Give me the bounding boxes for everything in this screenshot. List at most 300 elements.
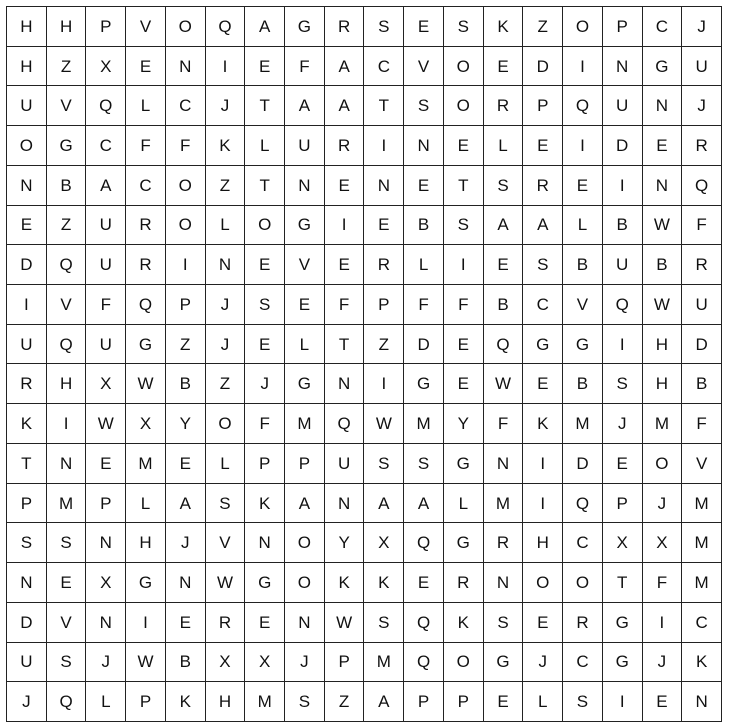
grid-cell[interactable]: L <box>245 126 285 166</box>
grid-cell[interactable]: A <box>364 484 404 524</box>
grid-cell[interactable]: K <box>444 603 484 643</box>
grid-cell[interactable]: J <box>7 682 47 722</box>
grid-cell[interactable]: X <box>245 643 285 683</box>
grid-cell[interactable]: W <box>126 364 166 404</box>
grid-cell[interactable]: N <box>285 603 325 643</box>
grid-cell[interactable]: T <box>245 166 285 206</box>
grid-cell[interactable]: L <box>563 206 603 246</box>
grid-cell[interactable]: R <box>484 523 524 563</box>
grid-cell[interactable]: N <box>166 47 206 87</box>
grid-cell[interactable]: N <box>7 563 47 603</box>
grid-cell[interactable]: A <box>245 7 285 47</box>
grid-cell[interactable]: S <box>285 682 325 722</box>
grid-cell[interactable]: W <box>206 563 246 603</box>
grid-cell[interactable]: V <box>206 523 246 563</box>
grid-cell[interactable]: Z <box>523 7 563 47</box>
grid-cell[interactable]: C <box>86 126 126 166</box>
grid-cell[interactable]: W <box>643 285 683 325</box>
grid-cell[interactable]: E <box>523 364 563 404</box>
grid-cell[interactable]: P <box>523 86 563 126</box>
grid-cell[interactable]: F <box>166 126 206 166</box>
grid-cell[interactable]: T <box>325 325 365 365</box>
grid-cell[interactable]: N <box>682 682 722 722</box>
grid-cell[interactable]: C <box>126 166 166 206</box>
grid-cell[interactable]: W <box>484 364 524 404</box>
grid-cell[interactable]: S <box>364 7 404 47</box>
grid-cell[interactable]: I <box>47 404 87 444</box>
grid-cell[interactable]: E <box>643 682 683 722</box>
grid-cell[interactable]: L <box>86 682 126 722</box>
grid-cell[interactable]: S <box>364 603 404 643</box>
grid-cell[interactable]: E <box>126 47 166 87</box>
grid-cell[interactable]: M <box>682 563 722 603</box>
grid-cell[interactable]: X <box>86 47 126 87</box>
grid-cell[interactable]: X <box>603 523 643 563</box>
grid-cell[interactable]: C <box>563 523 603 563</box>
grid-cell[interactable]: M <box>682 523 722 563</box>
grid-cell[interactable]: J <box>682 7 722 47</box>
grid-cell[interactable]: B <box>563 364 603 404</box>
grid-cell[interactable]: L <box>285 325 325 365</box>
grid-cell[interactable]: J <box>285 643 325 683</box>
grid-cell[interactable]: E <box>245 603 285 643</box>
grid-cell[interactable]: R <box>126 245 166 285</box>
grid-cell[interactable]: Y <box>444 404 484 444</box>
grid-cell[interactable]: Z <box>206 364 246 404</box>
grid-cell[interactable]: Z <box>47 206 87 246</box>
grid-cell[interactable]: C <box>682 603 722 643</box>
grid-cell[interactable]: H <box>126 523 166 563</box>
grid-cell[interactable]: J <box>206 86 246 126</box>
grid-cell[interactable]: A <box>166 484 206 524</box>
grid-cell[interactable]: E <box>325 166 365 206</box>
grid-cell[interactable]: P <box>245 444 285 484</box>
grid-cell[interactable]: D <box>523 47 563 87</box>
grid-cell[interactable]: U <box>7 86 47 126</box>
grid-cell[interactable]: J <box>523 643 563 683</box>
grid-cell[interactable]: G <box>603 643 643 683</box>
grid-cell[interactable]: R <box>126 206 166 246</box>
grid-cell[interactable]: V <box>47 285 87 325</box>
grid-cell[interactable]: P <box>364 285 404 325</box>
grid-cell[interactable]: D <box>563 444 603 484</box>
grid-cell[interactable]: Q <box>404 603 444 643</box>
grid-cell[interactable]: Q <box>563 86 603 126</box>
grid-cell[interactable]: F <box>404 285 444 325</box>
grid-cell[interactable]: X <box>643 523 683 563</box>
grid-cell[interactable]: Q <box>563 484 603 524</box>
grid-cell[interactable]: H <box>206 682 246 722</box>
grid-cell[interactable]: Q <box>126 285 166 325</box>
grid-cell[interactable]: W <box>643 206 683 246</box>
grid-cell[interactable]: T <box>603 563 643 603</box>
grid-cell[interactable]: N <box>86 603 126 643</box>
grid-cell[interactable]: O <box>245 206 285 246</box>
grid-cell[interactable]: O <box>7 126 47 166</box>
grid-cell[interactable]: T <box>364 86 404 126</box>
grid-cell[interactable]: O <box>563 563 603 603</box>
grid-cell[interactable]: O <box>166 206 206 246</box>
grid-cell[interactable]: J <box>86 643 126 683</box>
grid-cell[interactable]: P <box>126 682 166 722</box>
grid-cell[interactable]: R <box>364 245 404 285</box>
grid-cell[interactable]: O <box>285 523 325 563</box>
grid-cell[interactable]: D <box>404 325 444 365</box>
grid-cell[interactable]: R <box>325 7 365 47</box>
grid-cell[interactable]: A <box>285 484 325 524</box>
grid-cell[interactable]: G <box>285 7 325 47</box>
grid-cell[interactable]: S <box>364 444 404 484</box>
grid-cell[interactable]: G <box>563 325 603 365</box>
grid-cell[interactable]: K <box>245 484 285 524</box>
grid-cell[interactable]: B <box>47 166 87 206</box>
grid-cell[interactable]: U <box>682 285 722 325</box>
grid-cell[interactable]: U <box>86 245 126 285</box>
grid-cell[interactable]: E <box>404 563 444 603</box>
grid-cell[interactable]: E <box>523 126 563 166</box>
grid-cell[interactable]: S <box>523 245 563 285</box>
grid-cell[interactable]: A <box>86 166 126 206</box>
grid-cell[interactable]: E <box>325 245 365 285</box>
grid-cell[interactable]: H <box>643 364 683 404</box>
grid-cell[interactable]: F <box>126 126 166 166</box>
grid-cell[interactable]: I <box>603 682 643 722</box>
grid-cell[interactable]: Y <box>166 404 206 444</box>
grid-cell[interactable]: T <box>245 86 285 126</box>
grid-cell[interactable]: I <box>364 126 404 166</box>
grid-cell[interactable]: X <box>86 364 126 404</box>
grid-cell[interactable]: H <box>523 523 563 563</box>
grid-cell[interactable]: N <box>47 444 87 484</box>
grid-cell[interactable]: X <box>206 643 246 683</box>
grid-cell[interactable]: M <box>126 444 166 484</box>
grid-cell[interactable]: P <box>166 285 206 325</box>
grid-cell[interactable]: N <box>206 245 246 285</box>
grid-cell[interactable]: E <box>166 444 206 484</box>
grid-cell[interactable]: D <box>7 603 47 643</box>
grid-cell[interactable]: G <box>643 47 683 87</box>
grid-cell[interactable]: I <box>523 444 563 484</box>
grid-cell[interactable]: E <box>7 206 47 246</box>
grid-cell[interactable]: I <box>166 245 206 285</box>
grid-cell[interactable]: R <box>682 126 722 166</box>
grid-cell[interactable]: N <box>166 563 206 603</box>
grid-cell[interactable]: I <box>126 603 166 643</box>
grid-cell[interactable]: X <box>126 404 166 444</box>
grid-cell[interactable]: Q <box>206 7 246 47</box>
grid-cell[interactable]: L <box>206 206 246 246</box>
grid-cell[interactable]: P <box>444 682 484 722</box>
grid-cell[interactable]: Q <box>603 285 643 325</box>
grid-cell[interactable]: C <box>563 643 603 683</box>
grid-cell[interactable]: E <box>484 245 524 285</box>
grid-cell[interactable]: N <box>364 166 404 206</box>
grid-cell[interactable]: E <box>444 126 484 166</box>
grid-cell[interactable]: S <box>7 523 47 563</box>
grid-cell[interactable]: R <box>325 126 365 166</box>
grid-cell[interactable]: H <box>47 364 87 404</box>
grid-cell[interactable]: E <box>245 47 285 87</box>
grid-cell[interactable]: X <box>86 563 126 603</box>
grid-cell[interactable]: N <box>484 444 524 484</box>
grid-cell[interactable]: U <box>285 126 325 166</box>
grid-cell[interactable]: E <box>444 364 484 404</box>
grid-cell[interactable]: F <box>682 206 722 246</box>
grid-cell[interactable]: K <box>166 682 206 722</box>
grid-cell[interactable]: L <box>126 484 166 524</box>
grid-cell[interactable]: G <box>47 126 87 166</box>
grid-cell[interactable]: M <box>682 484 722 524</box>
grid-cell[interactable]: X <box>364 523 404 563</box>
grid-cell[interactable]: B <box>682 364 722 404</box>
grid-cell[interactable]: G <box>523 325 563 365</box>
grid-cell[interactable]: B <box>484 285 524 325</box>
grid-cell[interactable]: F <box>682 404 722 444</box>
grid-cell[interactable]: U <box>86 325 126 365</box>
grid-cell[interactable]: S <box>444 7 484 47</box>
grid-cell[interactable]: S <box>245 285 285 325</box>
grid-cell[interactable]: P <box>404 682 444 722</box>
grid-cell[interactable]: W <box>126 643 166 683</box>
grid-cell[interactable]: Q <box>404 643 444 683</box>
grid-cell[interactable]: V <box>47 603 87 643</box>
grid-cell[interactable]: N <box>86 523 126 563</box>
grid-cell[interactable]: M <box>47 484 87 524</box>
grid-cell[interactable]: P <box>603 484 643 524</box>
grid-cell[interactable]: C <box>523 285 563 325</box>
grid-cell[interactable]: K <box>484 7 524 47</box>
grid-cell[interactable]: E <box>166 603 206 643</box>
grid-cell[interactable]: K <box>364 563 404 603</box>
grid-cell[interactable]: J <box>206 325 246 365</box>
grid-cell[interactable]: N <box>325 364 365 404</box>
grid-cell[interactable]: E <box>603 444 643 484</box>
grid-cell[interactable]: A <box>325 86 365 126</box>
grid-cell[interactable]: C <box>364 47 404 87</box>
grid-cell[interactable]: S <box>206 484 246 524</box>
grid-cell[interactable]: Q <box>484 325 524 365</box>
grid-cell[interactable]: E <box>404 7 444 47</box>
grid-cell[interactable]: P <box>86 484 126 524</box>
grid-cell[interactable]: L <box>444 484 484 524</box>
grid-cell[interactable]: H <box>643 325 683 365</box>
grid-cell[interactable]: M <box>245 682 285 722</box>
grid-cell[interactable]: V <box>47 86 87 126</box>
grid-cell[interactable]: E <box>484 47 524 87</box>
grid-cell[interactable]: O <box>643 444 683 484</box>
grid-cell[interactable]: O <box>166 166 206 206</box>
grid-cell[interactable]: F <box>484 404 524 444</box>
grid-cell[interactable]: I <box>563 47 603 87</box>
grid-cell[interactable]: U <box>325 444 365 484</box>
grid-cell[interactable]: I <box>206 47 246 87</box>
grid-cell[interactable]: S <box>484 603 524 643</box>
grid-cell[interactable]: K <box>682 643 722 683</box>
grid-cell[interactable]: Y <box>325 523 365 563</box>
grid-cell[interactable]: Q <box>47 682 87 722</box>
grid-cell[interactable]: M <box>484 484 524 524</box>
grid-cell[interactable]: I <box>603 166 643 206</box>
grid-cell[interactable]: A <box>484 206 524 246</box>
grid-cell[interactable]: Z <box>364 325 404 365</box>
grid-cell[interactable]: E <box>643 126 683 166</box>
grid-cell[interactable]: L <box>404 245 444 285</box>
grid-cell[interactable]: V <box>285 245 325 285</box>
grid-cell[interactable]: R <box>563 603 603 643</box>
grid-cell[interactable]: J <box>245 364 285 404</box>
grid-cell[interactable]: O <box>444 47 484 87</box>
grid-cell[interactable]: I <box>563 126 603 166</box>
grid-cell[interactable]: J <box>643 643 683 683</box>
grid-cell[interactable]: Q <box>404 523 444 563</box>
grid-cell[interactable]: O <box>523 563 563 603</box>
grid-cell[interactable]: F <box>245 404 285 444</box>
grid-cell[interactable]: B <box>166 364 206 404</box>
grid-cell[interactable]: W <box>364 404 404 444</box>
grid-cell[interactable]: O <box>563 7 603 47</box>
grid-cell[interactable]: T <box>7 444 47 484</box>
grid-cell[interactable]: B <box>643 245 683 285</box>
grid-cell[interactable]: L <box>126 86 166 126</box>
grid-cell[interactable]: A <box>364 682 404 722</box>
grid-cell[interactable]: I <box>325 206 365 246</box>
grid-cell[interactable]: J <box>206 285 246 325</box>
grid-cell[interactable]: U <box>603 86 643 126</box>
grid-cell[interactable]: J <box>643 484 683 524</box>
grid-cell[interactable]: H <box>47 7 87 47</box>
grid-cell[interactable]: P <box>285 444 325 484</box>
grid-cell[interactable]: P <box>7 484 47 524</box>
grid-cell[interactable]: G <box>444 523 484 563</box>
grid-cell[interactable]: E <box>563 166 603 206</box>
grid-cell[interactable]: M <box>643 404 683 444</box>
grid-cell[interactable]: Z <box>166 325 206 365</box>
grid-cell[interactable]: F <box>325 285 365 325</box>
grid-cell[interactable]: I <box>523 484 563 524</box>
grid-cell[interactable]: B <box>563 245 603 285</box>
grid-cell[interactable]: U <box>86 206 126 246</box>
grid-cell[interactable]: M <box>404 404 444 444</box>
grid-cell[interactable]: G <box>126 563 166 603</box>
grid-cell[interactable]: A <box>523 206 563 246</box>
grid-cell[interactable]: L <box>523 682 563 722</box>
grid-cell[interactable]: S <box>404 86 444 126</box>
grid-cell[interactable]: V <box>563 285 603 325</box>
grid-cell[interactable]: V <box>404 47 444 87</box>
grid-cell[interactable]: G <box>285 206 325 246</box>
grid-cell[interactable]: O <box>444 643 484 683</box>
grid-cell[interactable]: T <box>444 166 484 206</box>
grid-cell[interactable]: J <box>603 404 643 444</box>
grid-cell[interactable]: G <box>484 643 524 683</box>
grid-cell[interactable]: N <box>603 47 643 87</box>
grid-cell[interactable]: S <box>563 682 603 722</box>
grid-cell[interactable]: H <box>7 7 47 47</box>
grid-cell[interactable]: M <box>563 404 603 444</box>
grid-cell[interactable]: Z <box>47 47 87 87</box>
grid-cell[interactable]: S <box>404 444 444 484</box>
grid-cell[interactable]: G <box>126 325 166 365</box>
grid-cell[interactable]: S <box>603 364 643 404</box>
grid-cell[interactable]: J <box>166 523 206 563</box>
grid-cell[interactable]: L <box>206 444 246 484</box>
grid-cell[interactable]: A <box>285 86 325 126</box>
grid-cell[interactable]: O <box>444 86 484 126</box>
grid-cell[interactable]: M <box>364 643 404 683</box>
grid-cell[interactable]: N <box>245 523 285 563</box>
grid-cell[interactable]: W <box>325 603 365 643</box>
grid-cell[interactable]: I <box>444 245 484 285</box>
grid-cell[interactable]: B <box>404 206 444 246</box>
grid-cell[interactable]: F <box>86 285 126 325</box>
grid-cell[interactable]: K <box>7 404 47 444</box>
grid-cell[interactable]: C <box>643 7 683 47</box>
grid-cell[interactable]: R <box>206 603 246 643</box>
grid-cell[interactable]: H <box>7 47 47 87</box>
grid-cell[interactable]: O <box>166 7 206 47</box>
grid-cell[interactable]: R <box>523 166 563 206</box>
grid-cell[interactable]: Q <box>325 404 365 444</box>
grid-cell[interactable]: D <box>682 325 722 365</box>
grid-cell[interactable]: K <box>206 126 246 166</box>
grid-cell[interactable]: V <box>682 444 722 484</box>
grid-cell[interactable]: W <box>86 404 126 444</box>
grid-cell[interactable]: B <box>166 643 206 683</box>
grid-cell[interactable]: U <box>603 245 643 285</box>
grid-cell[interactable]: E <box>484 682 524 722</box>
grid-cell[interactable]: E <box>47 563 87 603</box>
grid-cell[interactable]: E <box>404 166 444 206</box>
grid-cell[interactable]: S <box>484 166 524 206</box>
grid-cell[interactable]: Q <box>47 245 87 285</box>
grid-cell[interactable]: K <box>325 563 365 603</box>
grid-cell[interactable]: J <box>682 86 722 126</box>
grid-cell[interactable]: N <box>7 166 47 206</box>
grid-cell[interactable]: Z <box>325 682 365 722</box>
grid-cell[interactable]: S <box>444 206 484 246</box>
grid-cell[interactable]: D <box>603 126 643 166</box>
grid-cell[interactable]: C <box>166 86 206 126</box>
grid-cell[interactable]: P <box>325 643 365 683</box>
grid-cell[interactable]: R <box>484 86 524 126</box>
grid-cell[interactable]: L <box>484 126 524 166</box>
grid-cell[interactable]: U <box>7 325 47 365</box>
grid-cell[interactable]: E <box>86 444 126 484</box>
grid-cell[interactable]: P <box>86 7 126 47</box>
grid-cell[interactable]: N <box>404 126 444 166</box>
grid-cell[interactable]: N <box>643 166 683 206</box>
grid-cell[interactable]: B <box>603 206 643 246</box>
grid-cell[interactable]: S <box>47 523 87 563</box>
grid-cell[interactable]: K <box>523 404 563 444</box>
grid-cell[interactable]: E <box>364 206 404 246</box>
grid-cell[interactable]: E <box>245 325 285 365</box>
grid-cell[interactable]: Q <box>682 166 722 206</box>
grid-cell[interactable]: N <box>484 563 524 603</box>
grid-cell[interactable]: Q <box>47 325 87 365</box>
grid-cell[interactable]: G <box>404 364 444 404</box>
grid-cell[interactable]: Z <box>206 166 246 206</box>
grid-cell[interactable]: A <box>404 484 444 524</box>
grid-cell[interactable]: D <box>7 245 47 285</box>
grid-cell[interactable]: Q <box>86 86 126 126</box>
grid-cell[interactable]: P <box>603 7 643 47</box>
grid-cell[interactable]: G <box>285 364 325 404</box>
grid-cell[interactable]: U <box>7 643 47 683</box>
grid-cell[interactable]: E <box>285 285 325 325</box>
grid-cell[interactable]: F <box>285 47 325 87</box>
grid-cell[interactable]: V <box>126 7 166 47</box>
